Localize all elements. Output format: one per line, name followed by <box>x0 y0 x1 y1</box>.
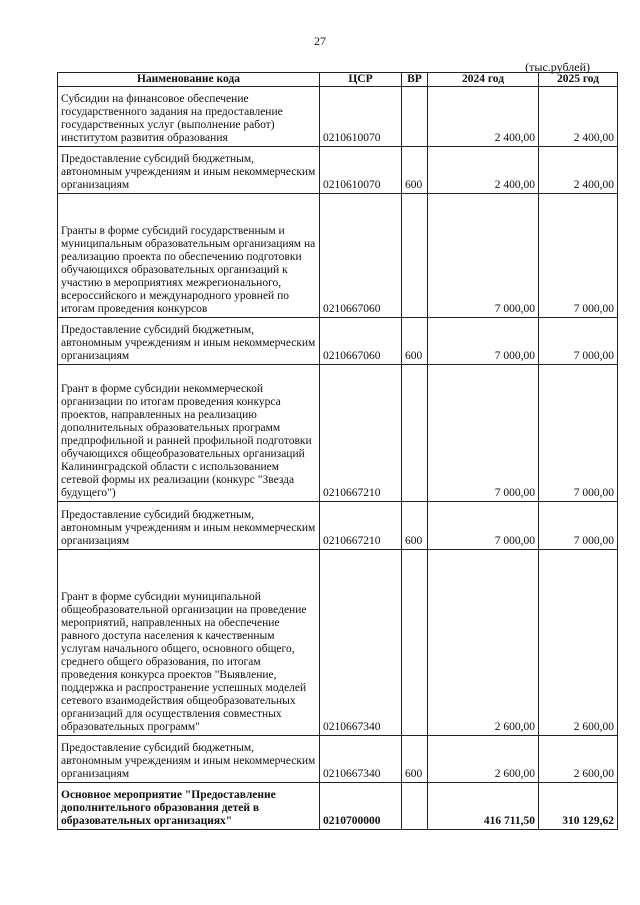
row-2024: 2 600,00 <box>428 550 539 736</box>
row-name: Грант в форме субсидии некоммерческой организации по итогам проведения конкурса проектов, направленных на реализацию дополнительных образовательных программ предпрофильной и ранней профильной подготовки обучающихся общеобразовательных организаций Калининградской области с использованием сетевой формы их реализации (конкурс "Звезда будущего") <box>58 365 320 502</box>
row-vr <box>402 194 428 318</box>
row-vr: 600 <box>402 147 428 194</box>
row-vr <box>402 87 428 147</box>
table-row <box>58 736 618 783</box>
table-header-row <box>58 73 618 87</box>
row-2025: 2 600,00 <box>539 550 618 736</box>
table-row <box>58 365 618 502</box>
row-code: 0210667210 <box>320 502 402 550</box>
row-vr <box>402 783 428 830</box>
row-name: Грант в форме субсидии муниципальной общеобразовательной организации на проведение мероприятий, направленных на обеспечение равного доступа населения к качественным услугам начального общего, основного общего, среднего общего образования, по итогам проведения конкурса проектов "Выявление, поддержка и распространение успешных моделей сетевого взаимодействия общеобразовательных организаций для осуществления совместных образовательных программ" <box>58 550 320 736</box>
row-2024: 7 000,00 <box>428 365 539 502</box>
row-code: 0210667060 <box>320 194 402 318</box>
row-code: 0210667060 <box>320 318 402 365</box>
row-vr: 600 <box>402 736 428 783</box>
row-2024: 2 600,00 <box>428 736 539 783</box>
row-2025: 7 000,00 <box>539 365 618 502</box>
table-row <box>58 194 618 318</box>
row-2025: 2 400,00 <box>539 147 618 194</box>
table-row <box>58 87 618 147</box>
row-code: 0210667210 <box>320 365 402 502</box>
row-2025: 310 129,62 <box>539 783 618 830</box>
row-2024: 7 000,00 <box>428 502 539 550</box>
row-name: Предоставление субсидий бюджетным, автономным учреждениям и иным некоммерческим организациям <box>58 502 320 550</box>
row-name: Предоставление субсидий бюджетным, автономным учреждениям и иным некоммерческим организациям <box>58 736 320 783</box>
table-row <box>58 783 618 830</box>
row-name: Предоставление субсидий бюджетным, автономным учреждениям и иным некоммерческим организациям <box>58 147 320 194</box>
row-2025: 7 000,00 <box>539 502 618 550</box>
row-code: 0210700000 <box>320 783 402 830</box>
row-code: 0210610070 <box>320 147 402 194</box>
row-2024: 416 711,50 <box>428 783 539 830</box>
row-name: Основное мероприятие "Предоставление дополнительного образования детей в образовательных организациях" <box>58 783 320 830</box>
row-name: Субсидии на финансовое обеспечение государственного задания на предоставление государственных услуг (выполнение работ) институтом развития образования <box>58 87 320 147</box>
page-number: 27 <box>314 34 326 48</box>
header-2024: 2024 год <box>428 73 539 87</box>
row-2025: 2 600,00 <box>539 736 618 783</box>
header-vr: ВР <box>402 73 428 87</box>
header-2025: 2025 год <box>539 73 618 87</box>
header-name: Наименование кода <box>58 73 320 87</box>
row-name: Предоставление субсидий бюджетным, автономным учреждениям и иным некоммерческим организациям <box>58 318 320 365</box>
units-note: (тыс.рублей) <box>525 60 590 74</box>
header-code: ЦСР <box>320 73 402 87</box>
row-code: 0210610070 <box>320 87 402 147</box>
row-2024: 7 000,00 <box>428 194 539 318</box>
row-name: Гранты в форме субсидий государственным и муниципальным образовательным организациям на реализацию проекта по обеспечению подготовки обучающихся образовательных организаций к участию в мероприятиях межрегионального, всероссийского и международного уровней по итогам проведения конкурсов <box>58 194 320 318</box>
row-2025: 7 000,00 <box>539 194 618 318</box>
row-vr: 600 <box>402 318 428 365</box>
budget-table <box>57 72 618 830</box>
row-2024: 2 400,00 <box>428 147 539 194</box>
table-row <box>58 318 618 365</box>
table-row <box>58 550 618 736</box>
row-code: 0210667340 <box>320 550 402 736</box>
row-2024: 7 000,00 <box>428 318 539 365</box>
row-vr: 600 <box>402 502 428 550</box>
row-2024: 2 400,00 <box>428 87 539 147</box>
row-2025: 7 000,00 <box>539 318 618 365</box>
row-vr <box>402 365 428 502</box>
table-row <box>58 502 618 550</box>
row-vr <box>402 550 428 736</box>
row-code: 0210667340 <box>320 736 402 783</box>
table-row <box>58 147 618 194</box>
row-2025: 2 400,00 <box>539 87 618 147</box>
